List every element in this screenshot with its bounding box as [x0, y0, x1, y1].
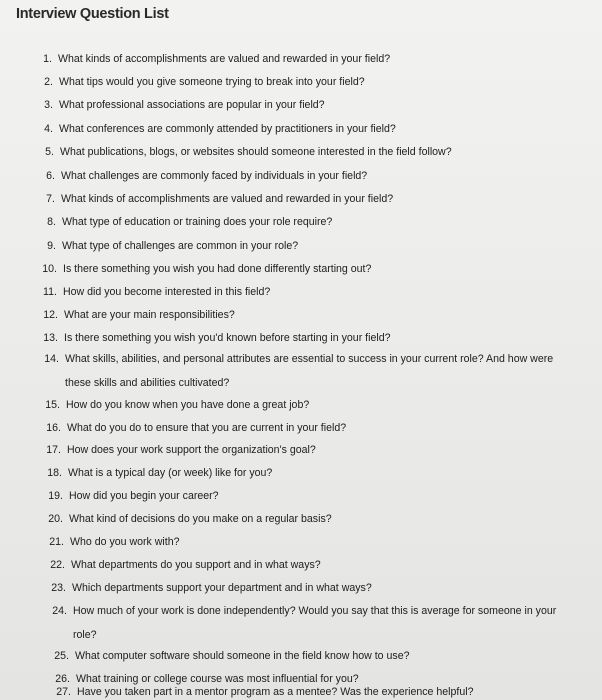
item-text: What kinds of accomplishments are valued and rewarded in your field?	[58, 53, 391, 65]
item-number: 14.	[44, 353, 59, 365]
item-number: 15.	[45, 399, 60, 411]
item-text: How did you begin your career?	[69, 490, 219, 502]
list-item	[36, 240, 298, 253]
item-text: What skills, abilities, and personal attributes are essential to success in your current role? And how were	[65, 353, 554, 365]
list-item	[38, 332, 391, 345]
list-item	[39, 353, 554, 389]
item-number: 4.	[44, 123, 53, 135]
list-item	[35, 170, 367, 183]
list-item	[42, 467, 272, 480]
list-item	[37, 263, 371, 276]
item-number: 24.	[52, 605, 67, 617]
item-text: What professional associations are popular in your field?	[59, 99, 325, 111]
list-item	[32, 53, 390, 66]
list-item	[47, 605, 557, 641]
list-item	[33, 99, 325, 112]
list-item	[51, 686, 474, 699]
item-text: What is a typical day (or week) like for you?	[68, 467, 273, 479]
item-text: What computer software should someone in the field know how to use?	[75, 650, 410, 662]
item-number: 1.	[43, 53, 52, 65]
list-item	[35, 193, 393, 206]
item-number: 19.	[48, 490, 63, 502]
list-item	[33, 123, 396, 136]
item-number: 9.	[47, 240, 56, 252]
item-text: What type of education or training does your role require?	[62, 216, 333, 228]
list-item	[33, 76, 365, 89]
item-text-continued: role?	[73, 629, 97, 641]
item-text: Is there something you wish you'd known before starting in your field?	[64, 332, 391, 344]
item-text: Is there something you wish you had done differently starting out?	[63, 263, 372, 275]
item-text: What type of challenges are common in your role?	[62, 240, 299, 252]
item-text: How does your work support the organization's goal?	[67, 444, 316, 456]
list-item	[38, 309, 235, 322]
item-text: How do you know when you have done a great job?	[66, 399, 310, 411]
item-text: What do you do to ensure that you are current in your field?	[67, 422, 347, 434]
item-number: 22.	[50, 559, 65, 571]
item-text: What tips would you give someone trying to break into your field?	[59, 76, 365, 88]
item-text: What challenges are commonly faced by individuals in your field?	[61, 170, 368, 182]
list-item	[34, 146, 452, 159]
item-number: 26.	[55, 673, 70, 685]
item-text: What departments do you support and in what ways?	[71, 559, 321, 571]
list-item	[43, 513, 332, 526]
item-text: What training or college course was most influential for you?	[76, 673, 359, 685]
item-number: 23.	[51, 582, 66, 594]
item-number: 10.	[42, 263, 57, 275]
list-item	[37, 286, 270, 299]
item-number: 18.	[47, 467, 62, 479]
item-text: What publications, blogs, or websites should someone interested in the field follow?	[60, 146, 452, 158]
item-number: 13.	[43, 332, 58, 344]
item-text: Have you taken part in a mentor program as a mentee? Was the experience helpful?	[77, 686, 474, 698]
item-number: 17.	[46, 444, 61, 456]
item-text: What are your main responsibilities?	[64, 309, 235, 321]
item-number: 16.	[46, 422, 61, 434]
list-item	[44, 536, 180, 549]
item-text: Who do you work with?	[70, 536, 180, 548]
item-number: 7.	[46, 193, 55, 205]
item-text: What kind of decisions do you make on a regular basis?	[69, 513, 332, 525]
item-number: 2.	[44, 76, 53, 88]
item-number: 21.	[49, 536, 64, 548]
item-number: 27.	[56, 686, 71, 698]
item-number: 12.	[43, 309, 58, 321]
item-number: 3.	[44, 99, 53, 111]
item-number: 6.	[46, 170, 55, 182]
list-item	[40, 399, 309, 412]
item-number: 5.	[45, 146, 54, 158]
item-text: How much of your work is done independently? Would you say that this is average for someone in your	[73, 605, 557, 617]
list-item	[50, 673, 359, 686]
list-item	[43, 490, 219, 503]
list-item	[41, 422, 346, 435]
item-text: What kinds of accomplishments are valued and rewarded in your field?	[61, 193, 394, 205]
item-text: How did you become interested in this field?	[63, 286, 271, 298]
page-title: Interview Question List	[16, 6, 169, 22]
item-number: 20.	[48, 513, 63, 525]
list-item	[41, 444, 316, 457]
list-item	[46, 582, 372, 595]
item-number: 25.	[54, 650, 69, 662]
list-item	[36, 216, 332, 229]
item-text: What conferences are commonly attended by practitioners in your field?	[59, 123, 396, 135]
item-text-continued: these skills and abilities cultivated?	[65, 377, 230, 389]
item-number: 11.	[43, 286, 57, 298]
list-item	[49, 650, 409, 663]
list-item	[45, 559, 321, 572]
item-text: Which departments support your department and in what ways?	[72, 582, 372, 594]
item-number: 8.	[47, 216, 56, 228]
